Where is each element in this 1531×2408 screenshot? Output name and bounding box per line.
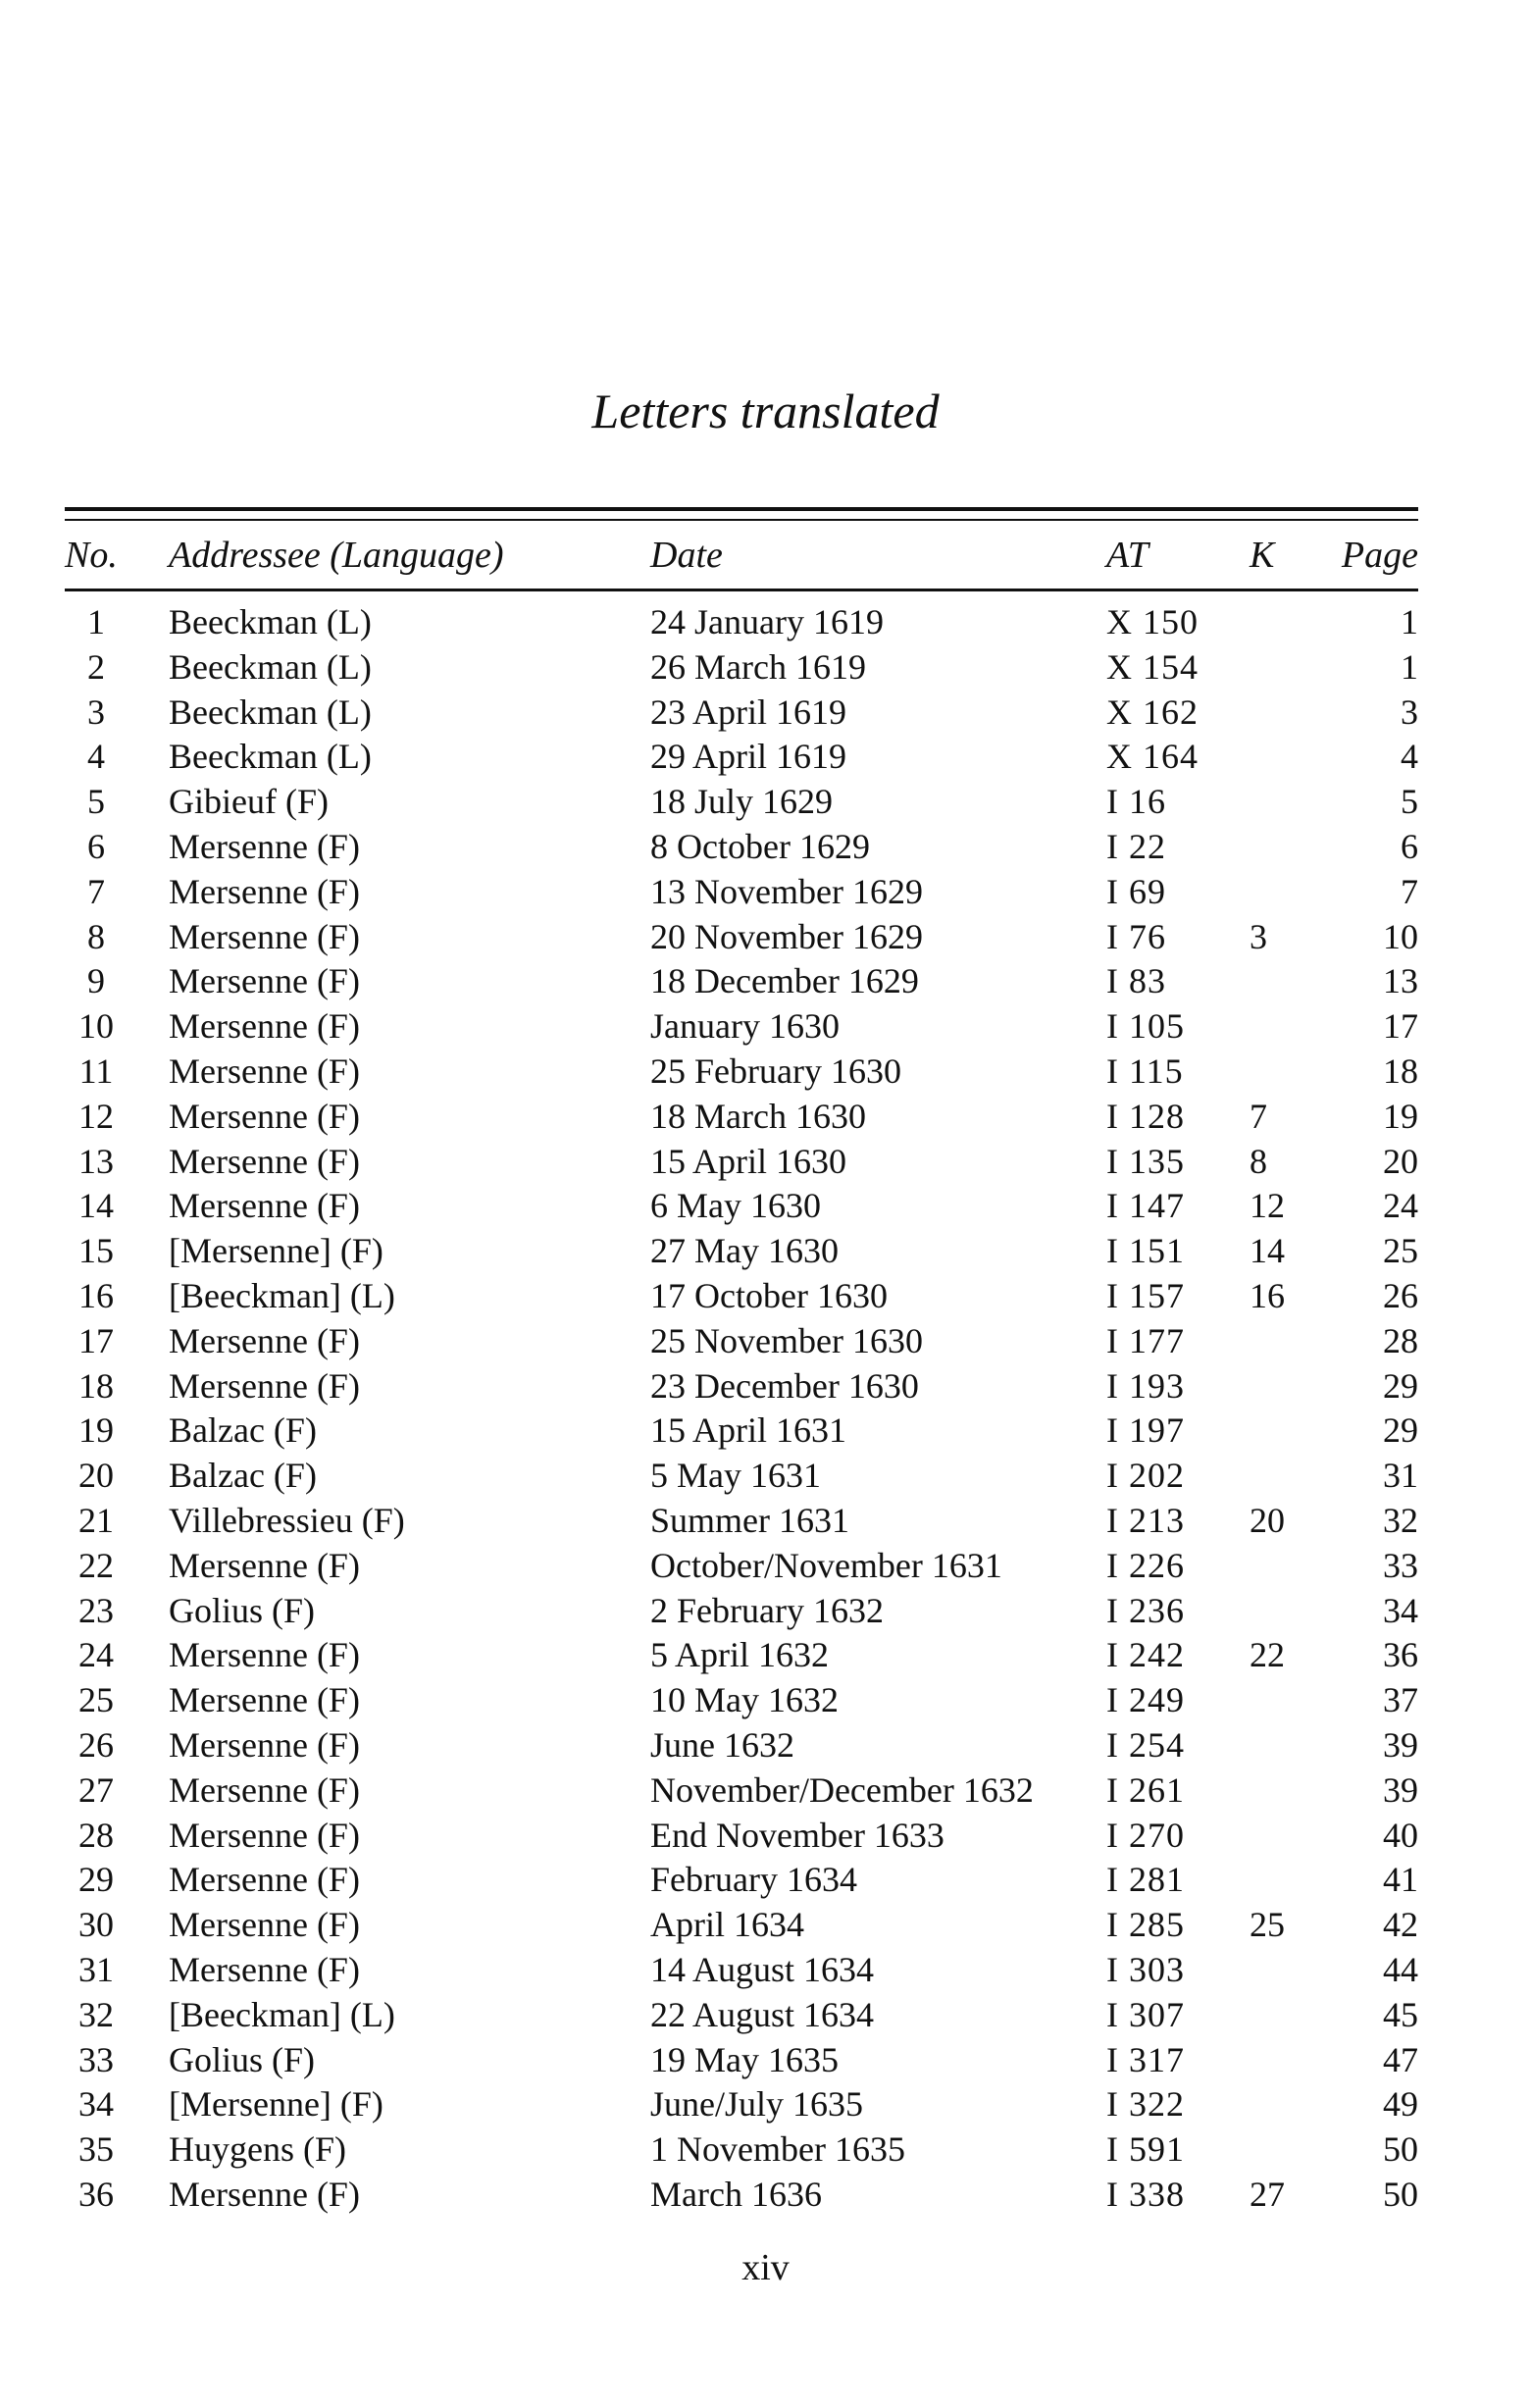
table-row (0, 1004, 1531, 1050)
cell-at: I 249 (1106, 1680, 1185, 1720)
cell-date: 23 April 1619 (650, 692, 847, 732)
cell-addressee: Gibieuf (F) (169, 782, 329, 822)
cell-date: 27 May 1630 (650, 1231, 839, 1271)
cell-no: 15 (78, 1231, 114, 1271)
cell-page: 39 (1383, 1724, 1418, 1765)
cell-date: March 1636 (650, 2174, 822, 2214)
cell-addressee: [Mersenne] (F) (169, 1231, 383, 1271)
cell-at: X 162 (1106, 692, 1199, 732)
cell-page: 50 (1383, 2129, 1418, 2170)
header-at: AT (1106, 535, 1148, 576)
table-row (0, 870, 1531, 915)
cell-at: I 317 (1106, 2039, 1185, 2079)
cell-date: 17 October 1630 (650, 1275, 888, 1315)
cell-page: 6 (1401, 826, 1418, 866)
cell-page: 49 (1383, 2084, 1418, 2125)
cell-date: 5 May 1631 (650, 1456, 821, 1496)
cell-date: November/December 1632 (650, 1769, 1034, 1810)
cell-addressee: Mersenne (F) (169, 961, 360, 1001)
cell-no: 28 (78, 1815, 114, 1855)
cell-date: June/July 1635 (650, 2084, 864, 2125)
cell-page: 10 (1383, 916, 1418, 956)
cell-page: 7 (1401, 871, 1418, 911)
cell-addressee: Mersenne (F) (169, 1724, 360, 1765)
cell-date: 29 April 1619 (650, 737, 847, 777)
table-row (0, 1229, 1531, 1274)
cell-page: 26 (1383, 1275, 1418, 1315)
cell-page: 40 (1383, 1815, 1418, 1855)
cell-date: 14 August 1634 (650, 1949, 875, 1989)
cell-at: I 157 (1106, 1275, 1185, 1315)
cell-no: 17 (78, 1320, 114, 1360)
header-date: Date (650, 535, 723, 576)
cell-addressee: Villebressieu (F) (169, 1500, 405, 1540)
cell-at: I 83 (1106, 961, 1166, 1001)
cell-at: I 285 (1106, 1905, 1185, 1945)
cell-at: I 213 (1106, 1500, 1185, 1540)
table-row (0, 1499, 1531, 1544)
cell-date: 10 May 1632 (650, 1680, 839, 1720)
cell-at: I 147 (1106, 1186, 1185, 1226)
cell-date: 15 April 1631 (650, 1410, 847, 1451)
cell-addressee: Mersenne (F) (169, 1680, 360, 1720)
cell-no: 32 (78, 1994, 114, 2034)
cell-addressee: Mersenne (F) (169, 1635, 360, 1675)
cell-k: 8 (1250, 1141, 1267, 1181)
cell-page: 1 (1401, 602, 1418, 641)
cell-page: 29 (1383, 1365, 1418, 1406)
cell-no: 1 (87, 602, 105, 641)
table-row (0, 825, 1531, 870)
cell-page: 42 (1383, 1905, 1418, 1945)
cell-page: 32 (1383, 1500, 1418, 1540)
cell-date: 25 February 1630 (650, 1050, 901, 1091)
table-row (0, 1589, 1531, 1634)
table-row (0, 1723, 1531, 1768)
cell-no: 34 (78, 2084, 114, 2125)
cell-at: I 591 (1106, 2129, 1185, 2170)
cell-k: 12 (1250, 1186, 1285, 1226)
cell-k: 3 (1250, 916, 1267, 956)
cell-no: 36 (78, 2174, 114, 2214)
cell-at: I 16 (1106, 782, 1166, 822)
table-row (0, 1409, 1531, 1454)
cell-addressee: Balzac (F) (169, 1456, 317, 1496)
cell-page: 19 (1383, 1096, 1418, 1136)
cell-no: 14 (78, 1186, 114, 1226)
cell-addressee: Mersenne (F) (169, 1545, 360, 1585)
cell-date: 8 October 1629 (650, 826, 870, 866)
table-top-rule-thin (65, 519, 1418, 521)
cell-addressee: Huygens (F) (169, 2129, 346, 2170)
table-row (0, 600, 1531, 645)
cell-page: 28 (1383, 1320, 1418, 1360)
cell-at: X 164 (1106, 737, 1199, 777)
cell-addressee: Beeckman (L) (169, 646, 372, 687)
cell-addressee: Mersenne (F) (169, 1860, 360, 1900)
cell-page: 44 (1383, 1949, 1418, 1989)
cell-addressee: Mersenne (F) (169, 2174, 360, 2214)
cell-date: October/November 1631 (650, 1545, 1002, 1585)
cell-at: I 202 (1106, 1456, 1185, 1496)
cell-addressee: [Beeckman] (L) (169, 1275, 395, 1315)
cell-addressee: Mersenne (F) (169, 871, 360, 911)
letters-table (0, 600, 1531, 2218)
table-row (0, 1319, 1531, 1364)
cell-addressee: Mersenne (F) (169, 1186, 360, 1226)
cell-at: I 177 (1106, 1320, 1185, 1360)
cell-no: 25 (78, 1680, 114, 1720)
cell-page: 20 (1383, 1141, 1418, 1181)
cell-no: 27 (78, 1769, 114, 1810)
cell-date: 18 July 1629 (650, 782, 834, 822)
cell-page: 50 (1383, 2174, 1418, 2214)
cell-page: 47 (1383, 2039, 1418, 2079)
cell-page: 17 (1383, 1006, 1418, 1047)
cell-no: 2 (87, 646, 105, 687)
cell-date: 22 August 1634 (650, 1994, 875, 2034)
cell-addressee: Mersenne (F) (169, 1320, 360, 1360)
table-row (0, 1678, 1531, 1723)
table-row (0, 1274, 1531, 1319)
cell-at: I 307 (1106, 1994, 1185, 2034)
cell-at: X 150 (1106, 602, 1199, 641)
cell-addressee: Mersenne (F) (169, 826, 360, 866)
cell-no: 6 (87, 826, 105, 866)
cell-at: I 236 (1106, 1590, 1185, 1630)
table-row (0, 1544, 1531, 1589)
cell-at: I 322 (1106, 2084, 1185, 2125)
cell-addressee: Golius (F) (169, 1590, 316, 1630)
table-row (0, 1454, 1531, 1499)
cell-at: I 303 (1106, 1949, 1185, 1989)
cell-no: 5 (87, 782, 105, 822)
cell-no: 8 (87, 916, 105, 956)
table-row (0, 1948, 1531, 1993)
cell-no: 33 (78, 2039, 114, 2079)
cell-page: 37 (1383, 1680, 1418, 1720)
cell-addressee: Mersenne (F) (169, 1815, 360, 1855)
cell-date: 23 December 1630 (650, 1365, 919, 1406)
cell-no: 35 (78, 2129, 114, 2170)
cell-addressee: Mersenne (F) (169, 916, 360, 956)
cell-addressee: [Beeckman] (L) (169, 1994, 395, 2034)
cell-date: Summer 1631 (650, 1500, 849, 1540)
cell-page: 24 (1383, 1186, 1418, 1226)
cell-date: 6 May 1630 (650, 1186, 821, 1226)
header-k: K (1250, 535, 1275, 576)
cell-page: 33 (1383, 1545, 1418, 1585)
cell-page: 3 (1401, 692, 1418, 732)
cell-at: I 128 (1106, 1096, 1185, 1136)
cell-at: I 270 (1106, 1815, 1185, 1855)
table-row (0, 1184, 1531, 1229)
cell-date: 2 February 1632 (650, 1590, 884, 1630)
cell-k: 27 (1250, 2174, 1285, 2214)
table-row (0, 2038, 1531, 2083)
cell-no: 21 (78, 1500, 114, 1540)
cell-page: 34 (1383, 1590, 1418, 1630)
cell-page: 1 (1401, 646, 1418, 687)
cell-page: 31 (1383, 1456, 1418, 1496)
cell-date: January 1630 (650, 1006, 840, 1047)
cell-date: 1 November 1635 (650, 2129, 905, 2170)
cell-k: 22 (1250, 1635, 1285, 1675)
table-row (0, 1858, 1531, 1903)
cell-no: 22 (78, 1545, 114, 1585)
cell-page: 25 (1383, 1231, 1418, 1271)
table-row (0, 1364, 1531, 1409)
cell-date: 20 November 1629 (650, 916, 923, 956)
cell-page: 5 (1401, 782, 1418, 822)
cell-k: 25 (1250, 1905, 1285, 1945)
cell-addressee: Golius (F) (169, 2039, 316, 2079)
cell-date: 15 April 1630 (650, 1141, 847, 1181)
table-row (0, 1633, 1531, 1678)
cell-page: 39 (1383, 1769, 1418, 1810)
cell-no: 3 (87, 692, 105, 732)
header-page: Page (1341, 535, 1418, 576)
cell-date: 5 April 1632 (650, 1635, 830, 1675)
table-row (0, 780, 1531, 825)
header-rule (65, 589, 1418, 591)
cell-page: 4 (1401, 737, 1418, 777)
cell-addressee: Beeckman (L) (169, 692, 372, 732)
page-title: Letters translated (591, 384, 940, 438)
cell-at: I 197 (1106, 1410, 1185, 1451)
cell-k: 14 (1250, 1231, 1285, 1271)
table-row (0, 1903, 1531, 1948)
cell-date: February 1634 (650, 1860, 857, 1900)
table-row (0, 1814, 1531, 1859)
cell-no: 12 (78, 1096, 114, 1136)
header-no: No. (65, 535, 118, 576)
cell-date: 26 March 1619 (650, 646, 866, 687)
cell-date: April 1634 (650, 1905, 804, 1945)
cell-page: 41 (1383, 1860, 1418, 1900)
table-row (0, 2173, 1531, 2218)
cell-addressee: Mersenne (F) (169, 1769, 360, 1810)
cell-no: 30 (78, 1905, 114, 1945)
cell-k: 16 (1250, 1275, 1285, 1315)
cell-no: 11 (78, 1050, 114, 1091)
cell-at: I 151 (1106, 1231, 1185, 1271)
cell-no: 10 (78, 1006, 114, 1047)
page-number: xiv (741, 2247, 790, 2288)
table-row (0, 959, 1531, 1004)
cell-addressee: Mersenne (F) (169, 1365, 360, 1406)
cell-k: 7 (1250, 1096, 1267, 1136)
table-row (0, 1993, 1531, 2038)
cell-no: 4 (87, 737, 105, 777)
cell-date: 19 May 1635 (650, 2039, 839, 2079)
cell-addressee: Balzac (F) (169, 1410, 317, 1451)
cell-at: I 135 (1106, 1141, 1185, 1181)
header-addressee: Addressee (Language) (169, 535, 504, 576)
table-top-rule (65, 507, 1418, 511)
cell-date: June 1632 (650, 1724, 794, 1765)
cell-date: 18 December 1629 (650, 961, 919, 1001)
cell-addressee: Mersenne (F) (169, 1141, 360, 1181)
table-row (0, 1140, 1531, 1185)
cell-at: I 338 (1106, 2174, 1185, 2214)
cell-addressee: Beeckman (L) (169, 602, 372, 641)
cell-at: I 115 (1106, 1050, 1184, 1091)
cell-date: 24 January 1619 (650, 602, 884, 641)
table-row (0, 1095, 1531, 1140)
cell-page: 29 (1383, 1410, 1418, 1451)
table-row (0, 1768, 1531, 1814)
cell-at: I 76 (1106, 916, 1166, 956)
table-row (0, 1050, 1531, 1095)
cell-page: 18 (1383, 1050, 1418, 1091)
cell-at: I 105 (1106, 1006, 1185, 1047)
cell-no: 9 (87, 961, 105, 1001)
cell-page: 36 (1383, 1635, 1418, 1675)
table-row (0, 2082, 1531, 2127)
cell-no: 24 (78, 1635, 114, 1675)
cell-at: I 22 (1106, 826, 1166, 866)
cell-no: 26 (78, 1724, 114, 1765)
cell-date: 25 November 1630 (650, 1320, 923, 1360)
table-row (0, 645, 1531, 691)
cell-at: I 69 (1106, 871, 1166, 911)
cell-addressee: Mersenne (F) (169, 1006, 360, 1047)
cell-at: I 261 (1106, 1769, 1185, 1810)
cell-date: 13 November 1629 (650, 871, 923, 911)
cell-no: 29 (78, 1860, 114, 1900)
cell-no: 7 (87, 871, 105, 911)
cell-at: I 281 (1106, 1860, 1185, 1900)
cell-page: 13 (1383, 961, 1418, 1001)
cell-k: 20 (1250, 1500, 1285, 1540)
cell-no: 23 (78, 1590, 114, 1630)
cell-page: 45 (1383, 1994, 1418, 2034)
cell-no: 20 (78, 1456, 114, 1496)
cell-at: I 226 (1106, 1545, 1185, 1585)
cell-no: 16 (78, 1275, 114, 1315)
cell-no: 13 (78, 1141, 114, 1181)
cell-addressee: Mersenne (F) (169, 1905, 360, 1945)
cell-no: 19 (78, 1410, 114, 1451)
table-row (0, 735, 1531, 780)
cell-no: 31 (78, 1949, 114, 1989)
cell-addressee: Mersenne (F) (169, 1096, 360, 1136)
cell-addressee: [Mersenne] (F) (169, 2084, 383, 2125)
table-row (0, 915, 1531, 960)
table-row (0, 2127, 1531, 2173)
cell-addressee: Mersenne (F) (169, 1949, 360, 1989)
cell-addressee: Beeckman (L) (169, 737, 372, 777)
cell-at: I 254 (1106, 1724, 1185, 1765)
cell-at: I 193 (1106, 1365, 1185, 1406)
cell-at: X 154 (1106, 646, 1199, 687)
cell-no: 18 (78, 1365, 114, 1406)
cell-date: 18 March 1630 (650, 1096, 866, 1136)
cell-addressee: Mersenne (F) (169, 1050, 360, 1091)
cell-at: I 242 (1106, 1635, 1185, 1675)
table-row (0, 691, 1531, 736)
cell-date: End November 1633 (650, 1815, 944, 1855)
